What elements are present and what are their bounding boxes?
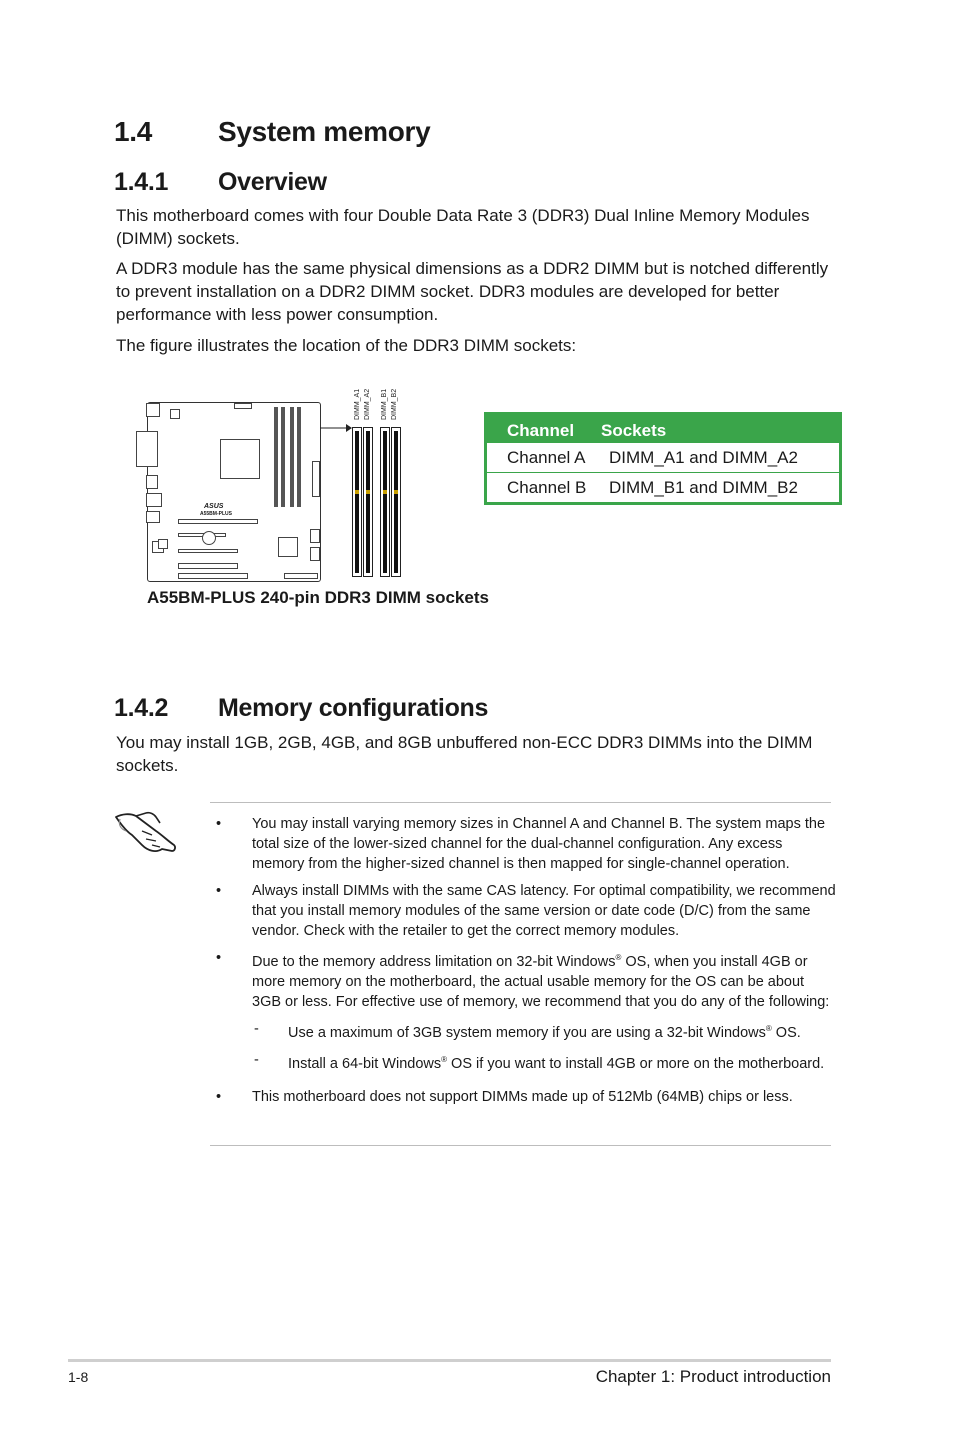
pci-slot [178, 549, 238, 553]
sub-item-text: Install a 64-bit Windows [288, 1055, 442, 1072]
bullet: • [216, 950, 222, 966]
front-panel-header [284, 573, 318, 579]
cell-sockets-b: DIMM_B1 and DIMM_B2 [609, 478, 798, 497]
sata-port-1 [310, 529, 320, 543]
io-panel-port [146, 475, 158, 489]
motherboard-diagram [147, 402, 321, 582]
chapter-title: Chapter 1: Product introduction [595, 1367, 831, 1386]
table-header [487, 415, 839, 443]
registered-mark: ® [615, 953, 622, 962]
sub-list-item [252, 1019, 836, 1043]
front-header-row [178, 573, 248, 579]
list-item [216, 814, 836, 874]
bullet: • [216, 816, 222, 832]
dimm-socket-a1 [352, 427, 362, 577]
fan-header [234, 403, 252, 409]
memory-config-heading [114, 694, 488, 723]
dimm-slot-b1 [290, 407, 294, 507]
memory-config-intro: You may install 1GB, 2GB, 4GB, and 8GB unbuffered non-ECC DDR3 DIMMs into the DIMM sockets. [116, 733, 813, 775]
board-connector [146, 403, 160, 417]
cell-sockets-a: DIMM_A1 and DIMM_A2 [609, 448, 798, 467]
dimm-label-b2: DIMM_B2 [391, 388, 398, 420]
dimm-socket-a2 [363, 427, 373, 577]
chipset [278, 537, 298, 557]
power-connector [170, 409, 180, 419]
overview-paragraph-2: A DDR3 module has the same physical dimensions as a DDR2 DIMM but is notched differently to prevent installation on a DDR2 DIMM socket. DDR3 modules are developed for better performance with less power consumption. [116, 259, 829, 324]
bullet: • [216, 1089, 222, 1106]
page-number: 1-8 [68, 1369, 89, 1385]
sub-item-text-end: OS if you want to install 4GB or more on the motherboard. [447, 1055, 825, 1072]
pci-slot-2 [178, 563, 238, 569]
io-panel-vga [136, 431, 158, 467]
io-panel-usb [146, 493, 162, 507]
dimm-slot-a1 [274, 407, 278, 507]
list-item [216, 1087, 836, 1107]
note-text: This motherboard does not support DIMMs made up of 512Mb (64MB) chips or less. [252, 1089, 793, 1106]
dash: - [254, 1051, 259, 1068]
overview-title: Overview [218, 168, 327, 196]
cell-channel-b: Channel B [507, 478, 587, 497]
pointer-arrow [320, 420, 352, 436]
pcie-slot-1 [178, 519, 258, 524]
section-heading [114, 116, 430, 148]
dimm-slot-a2 [281, 407, 285, 507]
cpu-socket [220, 439, 260, 479]
dimm-slot-b2 [297, 407, 301, 507]
memory-config-title: Memory configurations [218, 694, 489, 722]
dimm-label-a2: DIMM_A2 [364, 388, 371, 420]
notes-list [216, 814, 836, 1114]
overview-paragraph-1: This motherboard comes with four Double Data Rate 3 (DDR3) Dual Inline Memory Modules (DIMM) sockets. [116, 206, 810, 248]
dash: - [254, 1020, 259, 1037]
bullet: • [216, 883, 222, 899]
section-title: System memory [218, 116, 431, 147]
list-item [216, 948, 836, 1073]
section-number: 1.4 [114, 116, 153, 147]
note-text-end: OS, when you install 4GB or more memory on the motherboard, the actual usable memory for the OS can be about 3GB or less. For effective use of memory, we recommend that you do any of the following: [252, 953, 830, 1010]
dimm-label-a1: DIMM_A1 [354, 388, 361, 420]
table-row [487, 443, 839, 472]
registered-mark: ® [441, 1054, 448, 1064]
list-item [216, 881, 836, 941]
memory-config-number: 1.4.2 [114, 694, 169, 722]
sub-item-text-end: OS. [771, 1024, 801, 1041]
registered-mark: ® [765, 1023, 772, 1033]
board-model-label: A55BM-PLUS [200, 511, 232, 517]
table-row [487, 472, 839, 502]
footer-rule [68, 1359, 831, 1362]
sub-list-item [252, 1050, 836, 1074]
figure-caption: A55BM-PLUS 240-pin DDR3 DIMM sockets [147, 588, 489, 607]
overview-heading [114, 168, 327, 197]
board-logo: ASUS [204, 503, 224, 510]
overview-paragraph-3: The figure illustrates the location of the DDR3 DIMM sockets: [116, 336, 577, 355]
note-text: You may install varying memory sizes in Channel A and Channel B. The system maps the total size of the lower-sized channel for the dual-channel configuration. Any excess memory from the higher-sized channel is then mapped for single-channel operation. [252, 816, 826, 872]
notes-bottom-rule [210, 1145, 831, 1146]
note-text: Always install DIMMs with the same CAS latency. For optimal compatibility, we recommend that you install memory modules of the same version or date code (D/C) from the same vendor. Check with the retailer to get the correct memory modules. [252, 883, 836, 939]
audio-chip [158, 539, 168, 549]
sub-item-text: Use a maximum of 3GB system memory if you are using a 32-bit Windows [288, 1024, 766, 1041]
dimm-socket-b1 [380, 427, 390, 577]
io-panel-lan [146, 511, 160, 523]
header-channel: Channel [507, 421, 575, 440]
note-text-start: Due to the memory address limitation on 32-bit Windows [252, 953, 616, 970]
cell-channel-a: Channel A [507, 448, 586, 467]
overview-number: 1.4.1 [114, 168, 169, 196]
dimm-label-b1: DIMM_B1 [381, 388, 388, 420]
dimm-socket-b2 [391, 427, 401, 577]
header-sockets: Sockets [601, 421, 667, 440]
cmos-battery [202, 531, 216, 545]
channel-table [484, 412, 842, 505]
sata-port-2 [310, 547, 320, 561]
hand-note-icon [112, 805, 180, 855]
atx-power-connector [312, 461, 320, 497]
notes-top-rule [210, 802, 831, 803]
